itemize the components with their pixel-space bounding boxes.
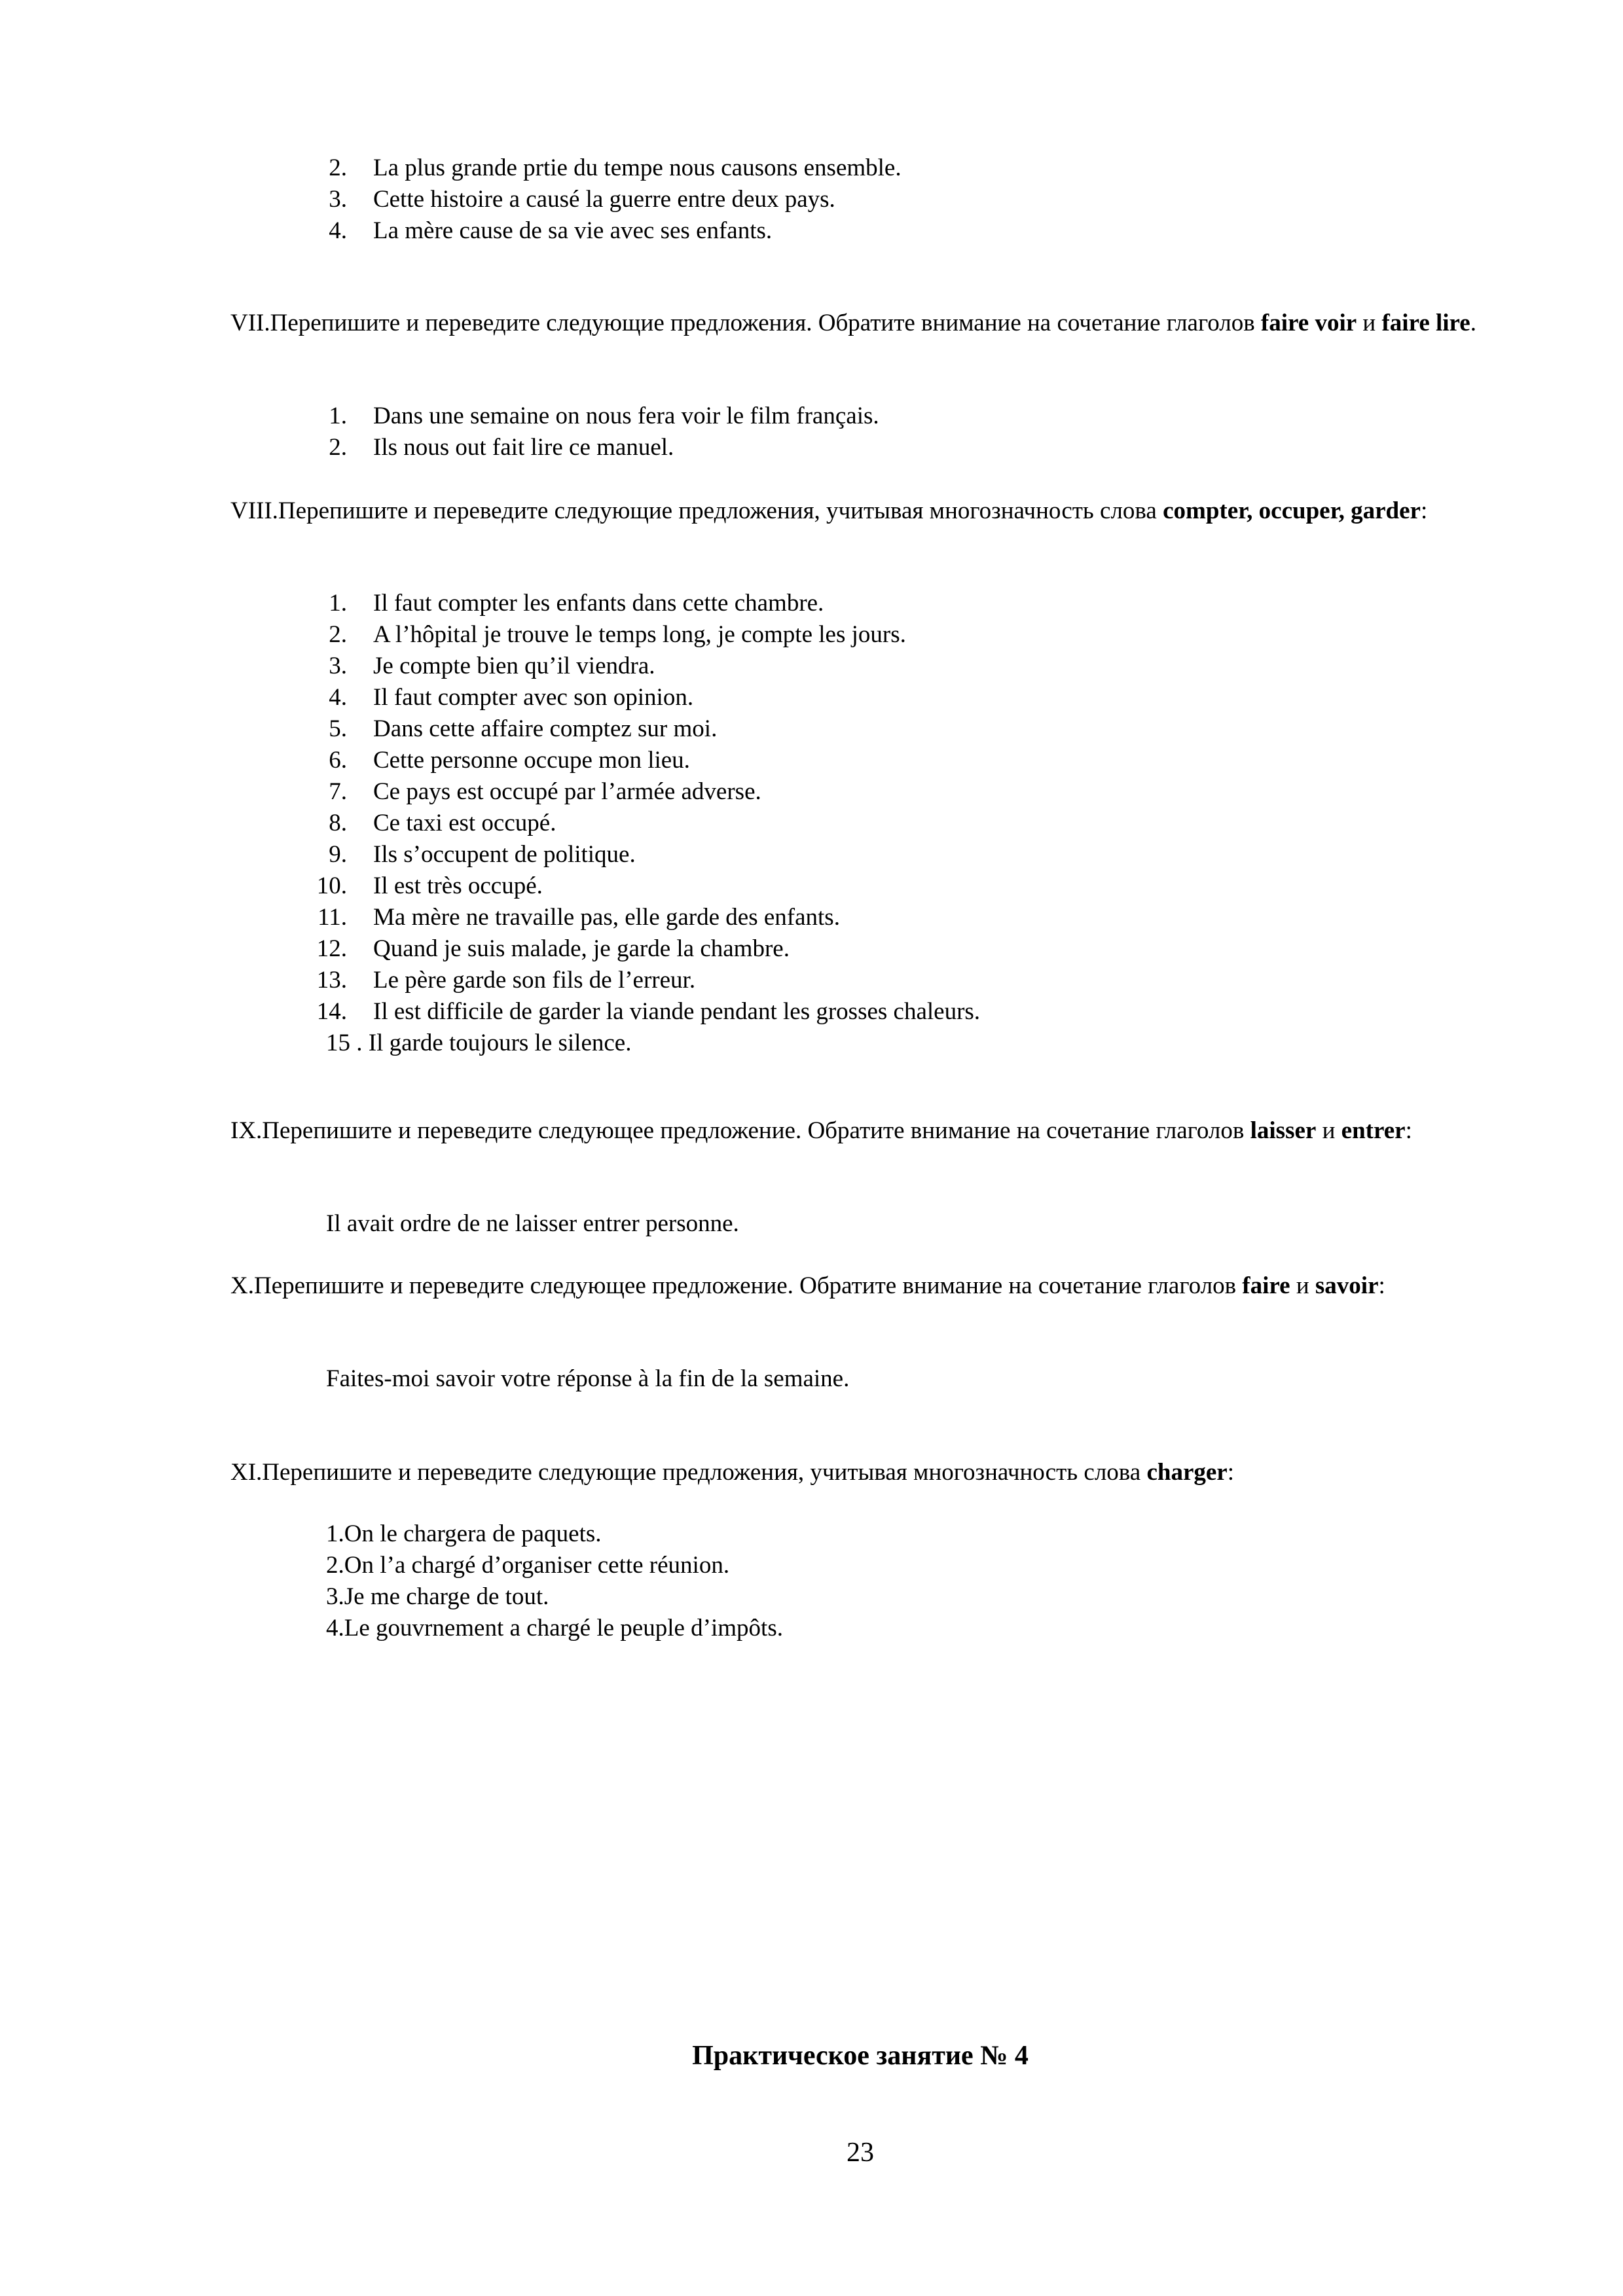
section-xi-bold: charger bbox=[1146, 1459, 1228, 1486]
list-item-number: 11. bbox=[318, 904, 347, 931]
list-item bbox=[326, 1028, 631, 1059]
section-x-heading bbox=[230, 1270, 1501, 1302]
section-ix-intro: IX.Перепишите и переведите следующее предложение. Обратите внимание на сочетание глаголов bbox=[230, 1117, 1250, 1144]
section-vii-mid: и bbox=[1357, 310, 1382, 336]
section-viii-end: : bbox=[1420, 497, 1428, 524]
list-item-text: Ils s’occupent de politique. bbox=[373, 841, 636, 868]
list-item-number: 2. bbox=[329, 434, 347, 461]
list-item-number: 12. bbox=[316, 935, 347, 962]
section-vii-list bbox=[0, 401, 1623, 466]
list-item-text: Il faut compter avec son opinion. bbox=[373, 684, 694, 711]
section-x-bold-2: savoir bbox=[1315, 1272, 1379, 1299]
list-item-text: Ils nous out fait lire ce manuel. bbox=[373, 434, 674, 461]
section-ix-heading bbox=[230, 1115, 1501, 1147]
section-x-end: : bbox=[1378, 1272, 1385, 1299]
list-item-text: Il est très occupé. bbox=[373, 872, 543, 899]
list-item-text: Il est difficile de garder la viande pendant les grosses chaleurs. bbox=[373, 998, 981, 1025]
practical-title: Практическое занятие № 4 bbox=[692, 2041, 1029, 2071]
list-item: 2.On l’a chargé d’organiser cette réunion. bbox=[326, 1552, 730, 1579]
list-item-text: Quand je suis malade, je garde la chambre. bbox=[373, 935, 790, 962]
list-item-number: 6. bbox=[329, 747, 347, 774]
list-item-text: Ce pays est occupé par l’armée adverse. bbox=[373, 778, 761, 805]
section-x-sentence: Faites-moi savoir votre réponse à la fin de la semaine. bbox=[326, 1365, 850, 1392]
list-item: 4.Le gouvrnement a chargé le peuple d’impôts. bbox=[326, 1615, 783, 1641]
section-x-intro: X.Перепишите и переведите следующее предложение. Обратите внимание на сочетание глаголов bbox=[230, 1272, 1243, 1299]
list-item-number: 3. bbox=[329, 653, 347, 679]
list-item-text: Le père garde son fils de l’erreur. bbox=[373, 967, 696, 994]
section-ix-bold-1: laisser bbox=[1250, 1117, 1317, 1144]
section-vii-bold-1: faire voir bbox=[1260, 310, 1357, 336]
list-item-number: 2. bbox=[329, 154, 347, 181]
list-item: 3.Je me charge de tout. bbox=[326, 1583, 549, 1610]
list-item-number: 1. bbox=[329, 403, 347, 429]
section-vii-end: . bbox=[1470, 310, 1476, 336]
section-viii-intro: VIII.Перепишите и переведите следующие предложения, учитывая многозначность слова bbox=[230, 497, 1163, 524]
section-vii-heading bbox=[230, 308, 1501, 339]
list-item-text: Je compte bien qu’il viendra. bbox=[373, 653, 655, 679]
section-ix-sentence: Il avait ordre de ne laisser entrer personne. bbox=[326, 1210, 739, 1237]
page-number: 23 bbox=[847, 2138, 874, 2168]
section-x-bold-1: faire bbox=[1242, 1272, 1290, 1299]
section-ix-mid: и bbox=[1316, 1117, 1341, 1144]
list-item-text: Cette personne occupe mon lieu. bbox=[373, 747, 690, 774]
list-item-number: 7. bbox=[329, 778, 347, 805]
section-vii-bold-2: faire lire bbox=[1381, 310, 1470, 336]
list-item-text: Cette histoire a causé la guerre entre deux pays. bbox=[373, 186, 835, 213]
list-item-number: 2. bbox=[329, 621, 347, 648]
section-xi-intro: XI.Перепишите и переведите следующие предложения, учитывая многозначность слова bbox=[230, 1459, 1147, 1486]
list-item-text: La plus grande prtie du tempe nous causons ensemble. bbox=[373, 154, 902, 181]
list-item-number: 14. bbox=[316, 998, 347, 1025]
list-item-text: Dans cette affaire comptez sur moi. bbox=[373, 715, 718, 742]
list-item-number: 3. bbox=[329, 186, 347, 213]
list-item-number: 9. bbox=[329, 841, 347, 868]
section-vii-intro: VII.Перепишите и переведите следующие предложения. Обратите внимание на сочетание глаголов bbox=[230, 310, 1261, 336]
list-item-number: 4. bbox=[329, 217, 347, 244]
list-item-number: 13. bbox=[316, 967, 347, 994]
list-item-text: La mère cause de sa vie avec ses enfants. bbox=[373, 217, 773, 244]
section-x-mid: и bbox=[1290, 1272, 1315, 1299]
list-item-text: Il faut compter les enfants dans cette chambre. bbox=[373, 590, 824, 617]
section-xi-end: : bbox=[1227, 1459, 1235, 1486]
list-item-text: Dans une semaine on nous fera voir le film français. bbox=[373, 403, 879, 429]
section-ix-bold-2: entrer bbox=[1341, 1117, 1406, 1144]
list-item-number: 1. bbox=[329, 590, 347, 617]
section-viii-list bbox=[0, 588, 1623, 1066]
list-item-number: 5. bbox=[329, 715, 347, 742]
list-item-number: 10. bbox=[316, 872, 347, 899]
list-item-number: 8. bbox=[329, 810, 347, 836]
list-item: 1.On le chargera de paquets. bbox=[326, 1520, 602, 1547]
list-item-text: Ma mère ne travaille pas, elle garde des enfants. bbox=[373, 904, 840, 931]
list-item-text: Ce taxi est occupé. bbox=[373, 810, 556, 836]
list-item-text: A l’hôpital je trouve le temps long, je compte les jours. bbox=[373, 621, 906, 648]
section-viii-bold: compter, occuper, garder bbox=[1163, 497, 1421, 524]
section-viii-heading bbox=[230, 495, 1501, 527]
list-item-text: 15 . Il garde toujours le silence. bbox=[326, 1030, 632, 1056]
list-item-number: 4. bbox=[329, 684, 347, 711]
section-xi-list bbox=[326, 1518, 1308, 1649]
section-xi-heading bbox=[230, 1457, 1501, 1488]
list-top bbox=[0, 152, 1623, 251]
section-ix-end: : bbox=[1405, 1117, 1412, 1144]
